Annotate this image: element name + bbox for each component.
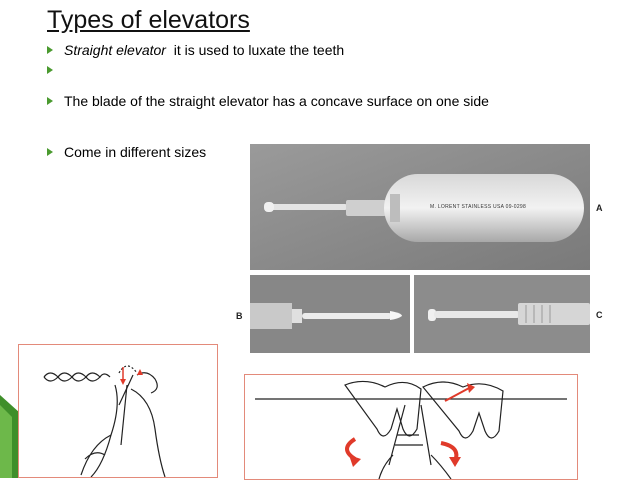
bullet-arrow-icon: [47, 46, 53, 54]
drawing-teeth-elevator: [244, 374, 578, 480]
elevator-illustration-a: [250, 144, 590, 270]
photo-elevator-c: [414, 275, 590, 353]
engraving-text: M. LORENT STAINLESS USA 09-0298: [430, 204, 527, 210]
figure-label-c: C: [596, 310, 603, 320]
figure-label-a: A: [596, 203, 603, 213]
photo-elevator-a: [250, 144, 590, 270]
bullet-straight-elevator: [47, 42, 344, 58]
bullet-text: it is used to luxate the teeth: [165, 42, 345, 58]
drawing-hand-elevator: [18, 344, 218, 478]
bullet-italic-term: Straight elevator: [64, 42, 166, 58]
bullet-arrow-icon: [47, 97, 53, 105]
green-accent-decoration: [0, 395, 20, 478]
slide-title: Types of elevators: [47, 6, 250, 34]
hand-elevator-illustration: [19, 345, 217, 477]
bullet-arrow-icon: [47, 66, 53, 74]
bullet-empty: [47, 66, 64, 74]
photo-elevator-b: [250, 275, 410, 353]
figure-label-b: B: [236, 311, 243, 321]
bullet-text: Come in different sizes: [64, 144, 207, 160]
teeth-elevator-illustration: [245, 375, 577, 479]
bullet-text: The blade of the straight elevator has a concave surface on one side: [64, 93, 489, 109]
bullet-different-sizes: [47, 144, 206, 160]
elevator-illustration-b: [250, 275, 410, 353]
bullet-concave-blade: [47, 93, 489, 109]
elevator-illustration-c: [414, 275, 590, 353]
bullet-arrow-icon: [47, 148, 53, 156]
